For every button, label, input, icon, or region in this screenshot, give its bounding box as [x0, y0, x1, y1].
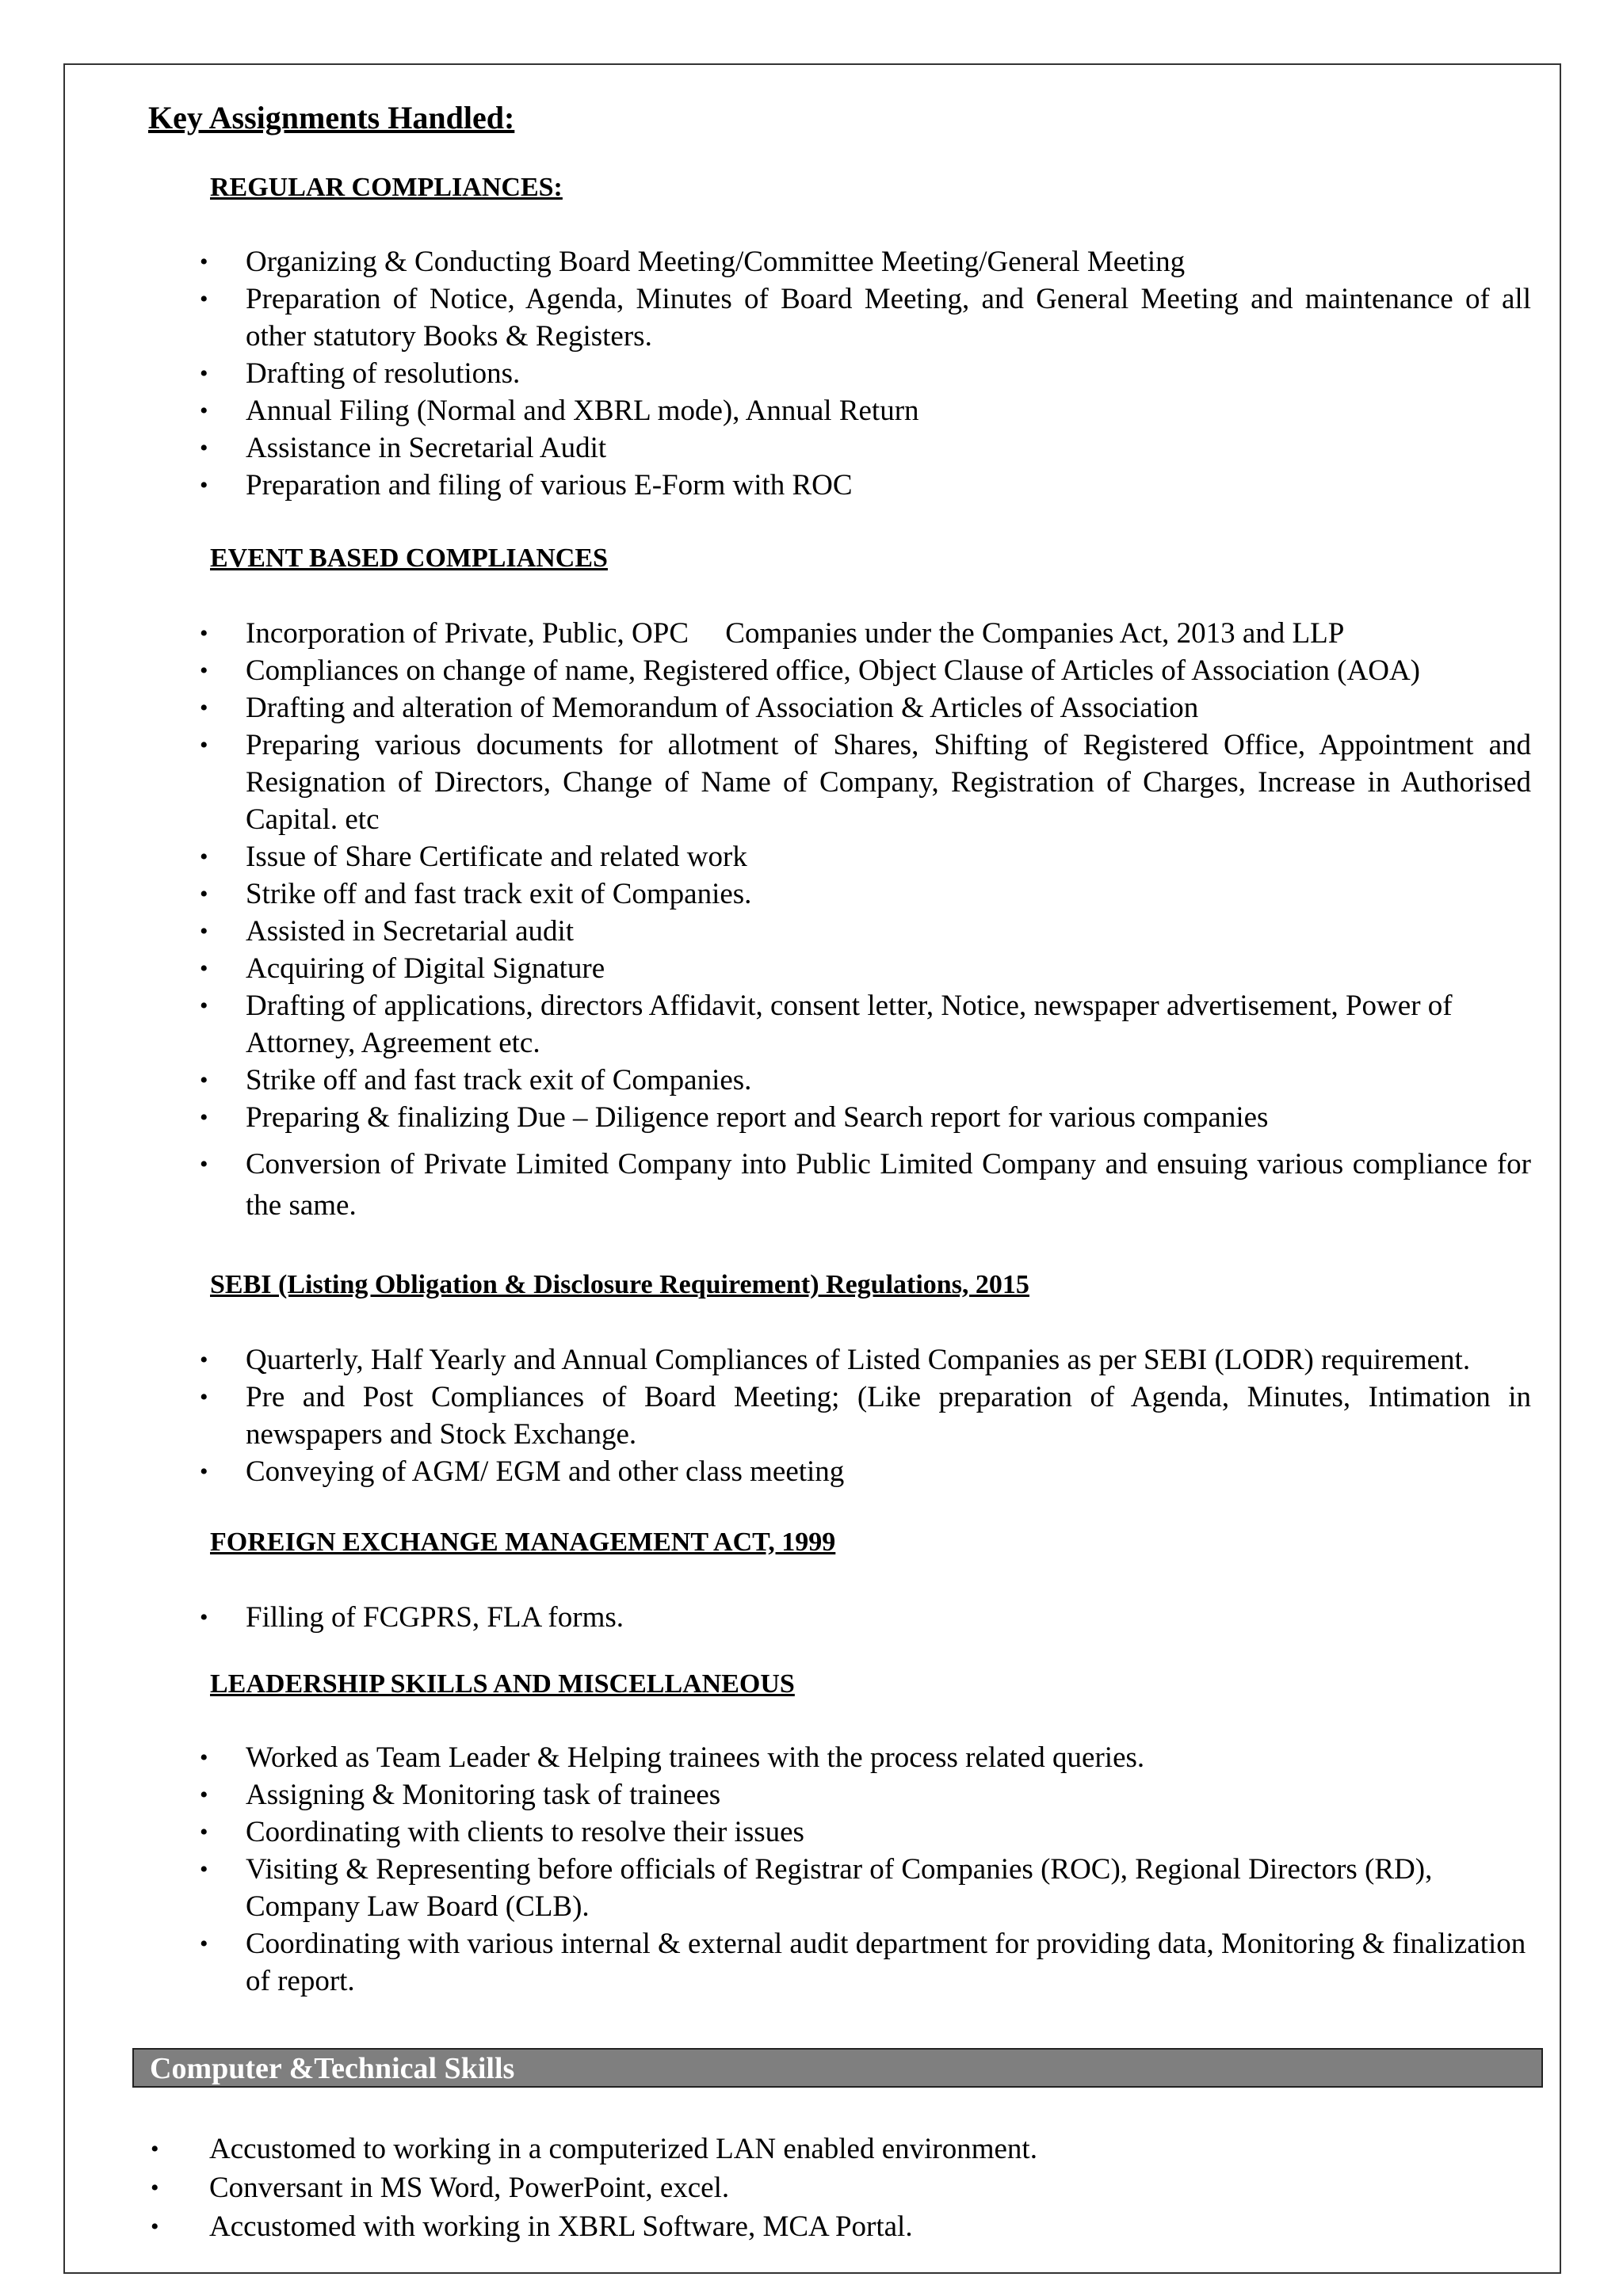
list-item: • Visiting & Representing before officials of Registrar of Companies (ROC), Regional Directors (RD), Company Law Board (CLB).	[0, 1851, 1531, 1925]
bullet-icon: •	[200, 286, 208, 312]
section-heading-regular-compliances: REGULAR COMPLIANCES:	[210, 173, 563, 202]
list-item: • Annual Filing (Normal and XBRL mode), Annual Return	[0, 392, 1531, 429]
list-item: • Acquiring of Digital Signature	[0, 950, 1531, 987]
fema-list	[0, 1599, 1531, 1636]
bullet-icon: •	[200, 1104, 208, 1131]
list-item: • Coordinating with various internal & external audit department for providing data, Monitoring & finalization of report.	[0, 1925, 1531, 2000]
bullet-icon: •	[200, 695, 208, 721]
list-item: • Organizing & Conducting Board Meeting/Committee Meeting/General Meeting	[0, 243, 1531, 280]
bullet-icon: •	[200, 1384, 208, 1410]
list-item: • Coordinating with clients to resolve their issues	[0, 1814, 1531, 1851]
list-item: • Preparing & finalizing Due – Diligence report and Search report for various companies	[0, 1099, 1531, 1136]
list-item: • Preparing various documents for allotment of Shares, Shifting of Registered Office, Appointment and Resignation of Directors, Change of Name of Company, Registration of Charges, Increase in Authorised Capital. etc	[0, 727, 1531, 838]
regular-compliances-list	[0, 243, 1531, 504]
bullet-icon: •	[200, 993, 208, 1019]
bullet-icon: •	[200, 620, 208, 646]
list-item: • Assisted in Secretarial audit	[0, 913, 1531, 950]
bullet-icon: •	[151, 2214, 159, 2240]
bullet-icon: •	[200, 732, 208, 758]
bullet-icon: •	[200, 1931, 208, 1957]
bullet-icon: •	[200, 1745, 208, 1771]
section-heading-leadership: LEADERSHIP SKILLS AND MISCELLANEOUS	[210, 1669, 795, 1699]
section-heading-sebi: SEBI (Listing Obligation & Disclosure Requirement) Regulations, 2015	[210, 1270, 1029, 1299]
list-item: • Compliances on change of name, Registered office, Object Clause of Articles of Association (AOA)	[0, 652, 1531, 689]
bullet-icon: •	[200, 1819, 208, 1845]
bullet-icon: •	[200, 1151, 208, 1177]
technical-skills-list	[0, 2130, 1037, 2246]
section-heading-event-based-compliances: EVENT BASED COMPLIANCES	[210, 543, 608, 573]
list-item: • Assistance in Secretarial Audit	[0, 429, 1531, 467]
leadership-list	[0, 1739, 1531, 2000]
bullet-icon: •	[200, 1604, 208, 1630]
bullet-icon: •	[200, 398, 208, 424]
bullet-icon: •	[200, 360, 208, 387]
bullet-icon: •	[200, 1782, 208, 1808]
bullet-icon: •	[200, 881, 208, 907]
bullet-icon: •	[200, 844, 208, 870]
event-based-compliances-list	[0, 615, 1531, 1226]
list-item: • Conversion of Private Limited Company into Public Limited Company and ensuing various compliance for the same.	[0, 1144, 1531, 1226]
bullet-icon: •	[200, 249, 208, 275]
sebi-list	[0, 1341, 1531, 1490]
bullet-icon: •	[200, 1459, 208, 1485]
list-item: • Assigning & Monitoring task of trainees	[0, 1776, 1531, 1814]
list-item: • Issue of Share Certificate and related work	[0, 838, 1531, 875]
list-item: • Conversant in MS Word, PowerPoint, excel.	[0, 2168, 1037, 2207]
technical-skills-header-band	[132, 2048, 1543, 2088]
list-item: • Strike off and fast track exit of Companies.	[0, 875, 1531, 913]
bullet-icon: •	[151, 2136, 159, 2162]
bullet-icon: •	[200, 1856, 208, 1882]
list-item: • Drafting and alteration of Memorandum of Association & Articles of Association	[0, 689, 1531, 727]
list-item: • Quarterly, Half Yearly and Annual Compliances of Listed Companies as per SEBI (LODR) requirement.	[0, 1341, 1531, 1379]
list-item: • Accustomed to working in a computerized LAN enabled environment.	[0, 2130, 1037, 2168]
list-item: • Preparation and filing of various E-Form with ROC	[0, 467, 1531, 504]
list-item: • Drafting of resolutions.	[0, 355, 1531, 392]
list-item: • Incorporation of Private, Public, OPC Companies under the Companies Act, 2013 and LLP	[0, 615, 1531, 652]
list-item: • Conveying of AGM/ EGM and other class meeting	[0, 1453, 1531, 1490]
page-title: Key Assignments Handled:	[148, 100, 515, 135]
list-item: • Drafting of applications, directors Affidavit, consent letter, Notice, newspaper advertisement, Power of Attorney, Agreement etc.	[0, 987, 1531, 1062]
list-item: • Strike off and fast track exit of Companies.	[0, 1062, 1531, 1099]
section-heading-fema: FOREIGN EXCHANGE MANAGEMENT ACT, 1999	[210, 1527, 836, 1557]
bullet-icon: •	[151, 2175, 159, 2201]
bullet-icon: •	[200, 955, 208, 982]
bullet-icon: •	[200, 658, 208, 684]
list-item: • Worked as Team Leader & Helping trainees with the process related queries.	[0, 1739, 1531, 1776]
list-item: • Accustomed with working in XBRL Software, MCA Portal.	[0, 2207, 1037, 2246]
bullet-icon: •	[200, 1347, 208, 1373]
technical-skills-heading: Computer &Technical Skills	[150, 2052, 515, 2085]
bullet-icon: •	[200, 1067, 208, 1093]
list-item: • Pre and Post Compliances of Board Meeting; (Like preparation of Agenda, Minutes, Intimation in newspapers and Stock Exchange.	[0, 1379, 1531, 1453]
list-item: • Filling of FCGPRS, FLA forms.	[0, 1599, 1531, 1636]
bullet-icon: •	[200, 918, 208, 944]
list-item: • Preparation of Notice, Agenda, Minutes of Board Meeting, and General Meeting and maintenance of all other statutory Books & Registers.	[0, 280, 1531, 355]
bullet-icon: •	[200, 435, 208, 461]
bullet-icon: •	[200, 472, 208, 498]
